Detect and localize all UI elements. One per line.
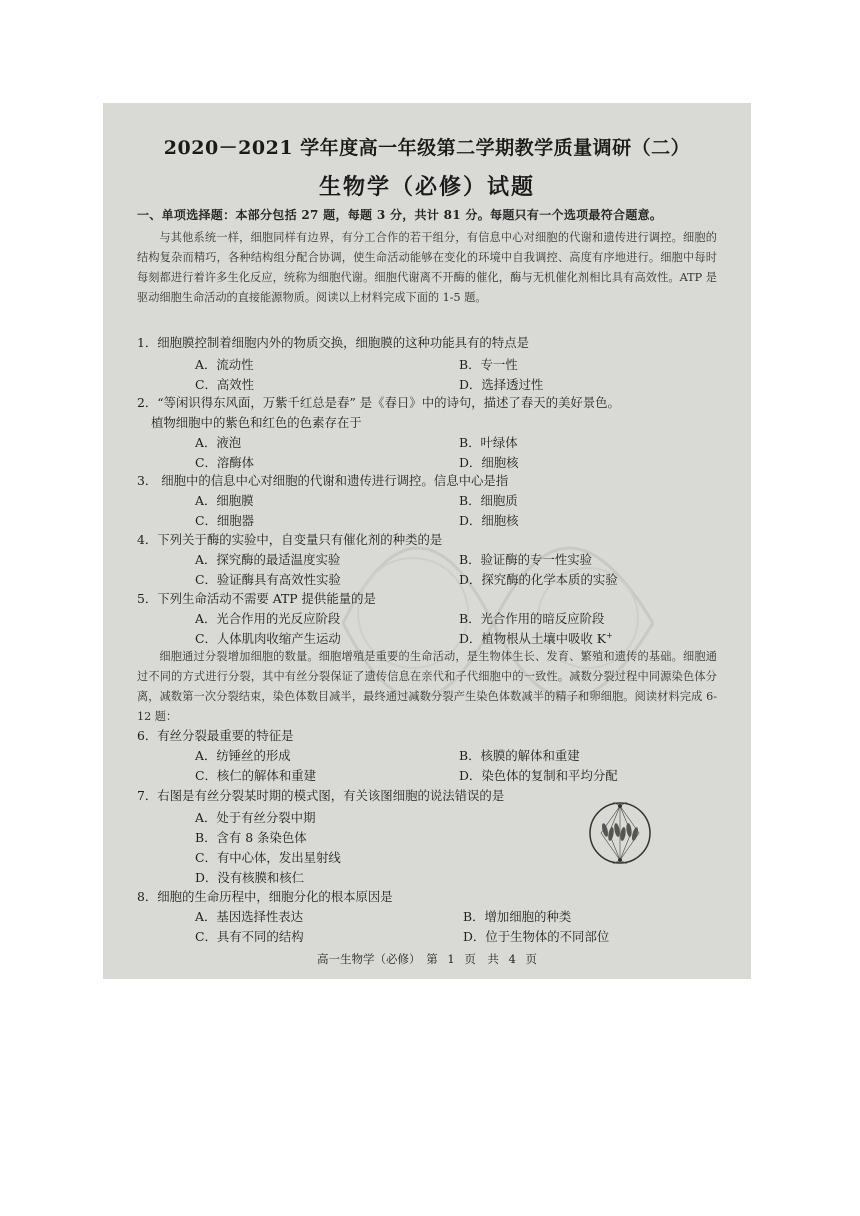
mitosis-cell-figure — [587, 800, 653, 866]
mitosis-cell-icon — [587, 800, 653, 866]
question-4-option-a: A．探究酶的最适温度实验 — [195, 552, 341, 567]
question-3-stem: 3． 细胞中的信息中心对细胞的代谢和遗传进行调控。信息中心是指 — [137, 473, 509, 488]
question-3-option-a: A．细胞膜 — [195, 493, 254, 508]
question-7-option-b: B．含有 8 条染色体 — [195, 830, 307, 845]
question-3-option-d: D．细胞核 — [459, 513, 519, 528]
page-footer: 高一生物学（必修） 第 1 页 共 4 页 — [316, 952, 537, 966]
question-8-option-d: D．位于生物体的不同部位 — [463, 929, 610, 944]
question-2-option-c: C．溶酶体 — [195, 455, 255, 470]
exam-subtitle: 生物学（必修）试题 — [318, 174, 535, 200]
question-2-option-d: D．细胞核 — [459, 455, 519, 470]
question-4-stem: 4．下列关于酶的实验中，自变量只有催化剂的种类的是 — [137, 532, 443, 547]
reading-passage-1: 与其他系统一样，细胞同样有边界，有分工合作的若干组分，有信息中心对细胞的代谢和遗传进行调控。细胞的结构复杂而精巧，各种结构组分配合协调，使生命活动能够在变化的环境中自我调控、高度有序地进行。细胞中每时每刻都进行着许多生化反应，统称为细胞代谢。细胞代谢离不开酶的催化，酶与无机催化剂相比具有高效性。ATP 是驱动细胞生命活动的直接能源物质。阅读以上材料完成下面的 1-5 题。 — [137, 231, 717, 304]
reading-passage-2: 细胞通过分裂增加细胞的数量。细胞增殖是重要的生命活动，是生物体生长、发育、繁殖和遗传的基础。细胞通过不同的方式进行分裂，其中有丝分裂保证了遗传信息在亲代和子代细胞中的一致性。减数分裂过程中同源染色体分离，减数第一次分裂结束，染色体数目减半，最终通过减数分裂产生染色体数减半的精子和卵细胞。阅读材料完成 6-12 题： — [137, 650, 717, 723]
question-6-option-a: A．纺锤丝的形成 — [195, 748, 291, 763]
question-2-stem: 2．“等闲识得东风面，万紫千红总是春” 是《春日》中的诗句，描述了春天的美好景色。 — [137, 395, 620, 410]
question-1-option-c: C．高效性 — [195, 377, 255, 392]
question-8-stem: 8．细胞的生命历程中，细胞分化的根本原因是 — [137, 889, 393, 904]
question-7-option-a: A．处于有丝分裂中期 — [195, 810, 316, 825]
question-4-option-c: C．验证酶具有高效性实验 — [195, 572, 341, 587]
question-7-option-c: C．有中心体，发出星射线 — [195, 850, 341, 865]
question-6-stem: 6．有丝分裂最重要的特征是 — [137, 728, 294, 743]
question-4-option-b: B．验证酶的专一性实验 — [459, 552, 593, 567]
question-6-option-d: D．染色体的复制和平均分配 — [459, 768, 618, 783]
question-4-option-d: D．探究酶的化学本质的实验 — [459, 572, 618, 587]
question-2-option-a: A．液泡 — [195, 435, 242, 450]
question-5-option-b: B．光合作用的暗反应阶段 — [459, 611, 605, 626]
question-6-option-c: C．核仁的解体和重建 — [195, 768, 316, 783]
question-3-option-b: B．细胞质 — [459, 493, 518, 508]
question-8-option-a: A．基因选择性表达 — [195, 909, 304, 924]
question-5-option-c: C．人体肌肉收缩产生运动 — [195, 631, 341, 646]
question-1-option-d: D．选择透过性 — [459, 377, 544, 392]
question-1-option-a: A．流动性 — [195, 357, 254, 372]
question-5-stem: 5．下列生命活动不需要 ATP 提供能量的是 — [137, 591, 376, 606]
question-1-option-b: B．专一性 — [459, 357, 518, 372]
exam-page — [103, 103, 751, 979]
section-heading: 一、单项选择题：本部分包括 27 题，每题 3 分，共计 81 分。每题只有一个选项最符合题意。 — [137, 208, 663, 222]
exam-title: 2020－2021 学年度高一年级第二学期教学质量调研（二） — [163, 137, 691, 159]
question-5-option-a: A．光合作用的光反应阶段 — [195, 611, 341, 626]
k-ion-superscript: + — [606, 630, 613, 640]
question-6-option-b: B．核膜的解体和重建 — [459, 748, 580, 763]
question-7-option-d: D．没有核膜和核仁 — [195, 870, 305, 885]
question-1-stem: 1．细胞膜控制着细胞内外的物质交换，细胞膜的这种功能具有的特点是 — [137, 335, 529, 350]
question-5-option-d-text: D．植物根从土壤中吸收 K — [459, 631, 607, 646]
question-2-stem-cont: 植物细胞中的紫色和红色的色素存在于 — [151, 415, 362, 430]
question-7-stem: 7．右图是有丝分裂某时期的模式图，有关该图细胞的说法错误的是 — [137, 788, 505, 803]
question-8-option-c: C．具有不同的结构 — [195, 929, 304, 944]
question-2-option-b: B．叶绿体 — [459, 435, 518, 450]
question-3-option-c: C．细胞器 — [195, 513, 255, 528]
question-5-option-d — [459, 629, 613, 647]
question-8-option-b: B．增加细胞的种类 — [463, 909, 572, 924]
